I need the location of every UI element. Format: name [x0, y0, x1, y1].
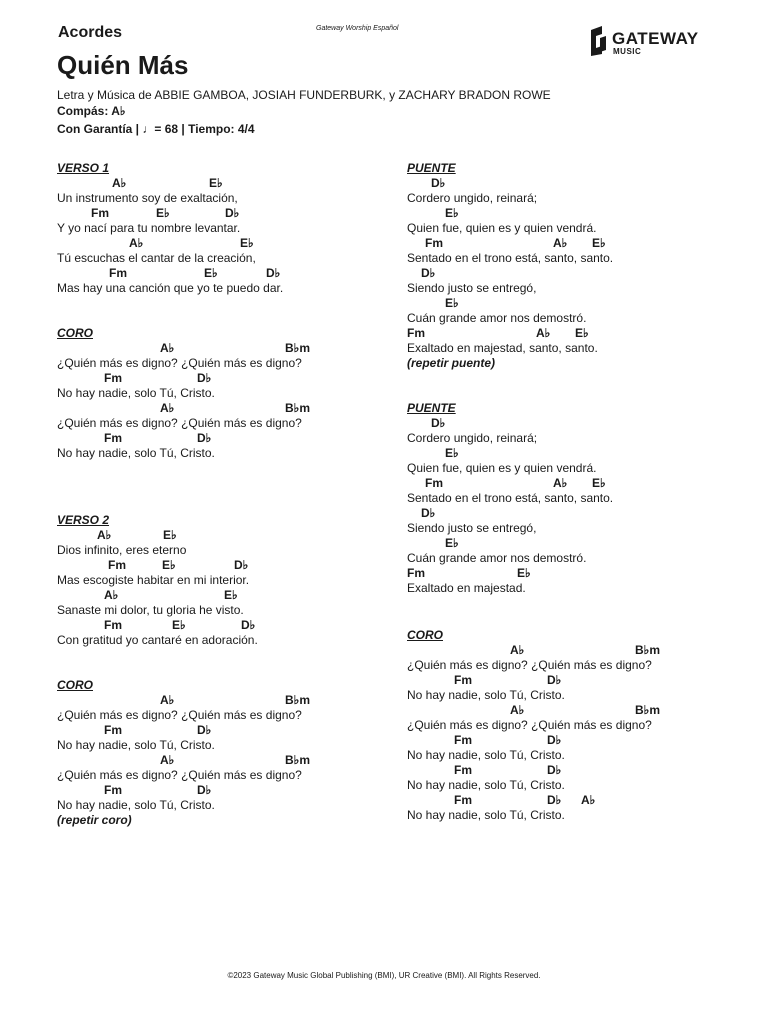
chord: Fm — [104, 783, 122, 797]
chord: A♭ — [553, 236, 568, 250]
copyright-footer: ©2023 Gateway Music Global Publishing (BMI), UR Creative (BMI). All Rights Reserved. — [227, 971, 541, 980]
chord: Fm — [108, 558, 126, 572]
chord: D♭ — [547, 793, 562, 807]
chord: E♭ — [156, 206, 170, 220]
chord-line — [407, 703, 737, 718]
chord: E♭ — [163, 528, 177, 542]
lyric-line: No hay nadie, solo Tú, Cristo. — [57, 738, 215, 752]
chord: D♭ — [266, 266, 281, 280]
chord: D♭ — [197, 371, 212, 385]
lyric-line: No hay nadie, solo Tú, Cristo. — [407, 808, 565, 822]
tempo-label: Con Garantía | ♩= 68 | Tiempo: 4/4 — [57, 122, 255, 136]
chord: E♭ — [445, 536, 459, 550]
chord: E♭ — [224, 588, 238, 602]
gateway-music-logo — [588, 26, 708, 58]
repeat-note: (repetir coro) — [57, 813, 132, 827]
chord: Fm — [454, 793, 472, 807]
chord: D♭ — [421, 266, 436, 280]
chord: A♭ — [510, 643, 525, 657]
chord: D♭ — [431, 416, 446, 430]
chord-line — [407, 793, 737, 808]
chord-line — [407, 673, 737, 688]
section-verso-1 — [57, 161, 387, 296]
chord: Fm — [104, 371, 122, 385]
chord: Fm — [104, 431, 122, 445]
lyric-line: ¿Quién más es digno? ¿Quién más es digno? — [57, 708, 302, 722]
lyric-line: Un instrumento soy de exaltación, — [57, 191, 238, 205]
chord: E♭ — [517, 566, 531, 580]
section-coro — [57, 678, 387, 828]
chord: B♭m — [285, 693, 310, 707]
chord: A♭ — [129, 236, 144, 250]
chord-line — [407, 206, 737, 221]
chord-line — [407, 566, 737, 581]
chord: A♭ — [536, 326, 551, 340]
chord: B♭m — [285, 341, 310, 355]
chord: D♭ — [234, 558, 249, 572]
chord-line — [57, 266, 387, 281]
chord-line — [407, 236, 737, 251]
chord-line — [57, 753, 387, 768]
lyric-line: Dios infinito, eres eterno — [57, 543, 187, 557]
chord-line — [57, 176, 387, 191]
chord: E♭ — [172, 618, 186, 632]
chord-line — [407, 266, 737, 281]
lyric-line: Siendo justo se entregó, — [407, 281, 537, 295]
chord-line — [57, 558, 387, 573]
chord: E♭ — [592, 236, 606, 250]
chord: Fm — [425, 236, 443, 250]
section-title: CORO — [57, 326, 93, 340]
right-column — [407, 161, 737, 823]
chord: D♭ — [431, 176, 446, 190]
chord-line — [57, 618, 387, 633]
chord: D♭ — [547, 733, 562, 747]
chord: A♭ — [553, 476, 568, 490]
section-coro — [57, 326, 387, 461]
chord: Fm — [91, 206, 109, 220]
lyric-line: ¿Quién más es digno? ¿Quién más es digno? — [57, 416, 302, 430]
lyric-line: Y yo nací para tu nombre levantar. — [57, 221, 241, 235]
chord-line — [57, 371, 387, 386]
lyric-line: Mas escogiste habitar en mi interior. — [57, 573, 250, 587]
section-puente — [407, 401, 737, 596]
section-title: CORO — [57, 678, 93, 692]
section-coro — [407, 628, 737, 823]
chord: A♭ — [160, 753, 175, 767]
section-title: CORO — [407, 628, 443, 642]
chord: A♭ — [160, 401, 175, 415]
chord: E♭ — [445, 206, 459, 220]
chord: Fm — [109, 266, 127, 280]
chord: E♭ — [209, 176, 223, 190]
chord: Fm — [407, 566, 425, 580]
chord: A♭ — [104, 588, 119, 602]
chord-line — [57, 431, 387, 446]
chord: E♭ — [162, 558, 176, 572]
lyric-line: Sanaste mi dolor, tu gloria he visto. — [57, 603, 244, 617]
lyric-line: ¿Quién más es digno? ¿Quién más es digno? — [407, 658, 652, 672]
chord-line — [57, 236, 387, 251]
lyric-line: Exaltado en majestad, santo, santo. — [407, 341, 598, 355]
left-column — [57, 161, 387, 828]
chord: E♭ — [240, 236, 254, 250]
lyric-line: No hay nadie, solo Tú, Cristo. — [57, 798, 215, 812]
section-label: Acordes — [58, 24, 123, 41]
chord-line — [57, 588, 387, 603]
chord-line — [407, 733, 737, 748]
section-title: PUENTE — [407, 161, 456, 175]
song-tempo — [57, 122, 255, 137]
lyric-line: Sentado en el trono está, santo, santo. — [407, 491, 614, 505]
lyric-line: Cuán grande amor nos demostró. — [407, 311, 587, 325]
chord: D♭ — [197, 783, 212, 797]
lyric-line: No hay nadie, solo Tú, Cristo. — [407, 778, 565, 792]
chord-line — [407, 763, 737, 778]
song-title: Quién Más — [57, 50, 189, 80]
chord-line — [407, 536, 737, 551]
chord: D♭ — [197, 723, 212, 737]
chord: Fm — [454, 733, 472, 747]
lyric-line: Cordero ungido, reinará; — [407, 431, 538, 445]
lyric-line: Quien fue, quien es y quien vendrá. — [407, 221, 597, 235]
chord: E♭ — [592, 476, 606, 490]
section-title: VERSO 2 — [57, 513, 110, 527]
chord: Fm — [104, 723, 122, 737]
lyric-line: Tú escuchas el cantar de la creación, — [57, 251, 256, 265]
chord: D♭ — [225, 206, 240, 220]
chord: B♭m — [285, 401, 310, 415]
chord: D♭ — [421, 506, 436, 520]
chord-line — [407, 296, 737, 311]
chord-line — [407, 176, 737, 191]
chord: Fm — [454, 763, 472, 777]
lyric-line: No hay nadie, solo Tú, Cristo. — [407, 748, 565, 762]
section-title: VERSO 1 — [57, 161, 110, 175]
chord: A♭ — [112, 176, 127, 190]
lyric-line: Exaltado en majestad. — [407, 581, 526, 595]
chord: D♭ — [241, 618, 256, 632]
chord-line — [407, 416, 737, 431]
lyric-line: No hay nadie, solo Tú, Cristo. — [57, 386, 215, 400]
lyric-line: Quien fue, quien es y quien vendrá. — [407, 461, 597, 475]
chord: A♭ — [97, 528, 112, 542]
chord-line — [57, 783, 387, 798]
chord-line — [57, 528, 387, 543]
chord: Fm — [454, 673, 472, 687]
chord: E♭ — [204, 266, 218, 280]
logo-name: GATEWAY — [612, 29, 699, 48]
chord: A♭ — [160, 693, 175, 707]
chord: A♭ — [510, 703, 525, 717]
lyric-line: Siendo justo se entregó, — [407, 521, 537, 535]
section-title: PUENTE — [407, 401, 456, 415]
lyric-line: Con gratitud yo cantaré en adoración. — [57, 633, 258, 647]
lyric-line: Cordero ungido, reinará; — [407, 191, 538, 205]
lyric-line: ¿Quién más es digno? ¿Quién más es digno? — [57, 768, 302, 782]
repeat-note: (repetir puente) — [407, 356, 496, 370]
chord-line — [57, 723, 387, 738]
chord-line — [407, 326, 737, 341]
publisher-label: Gateway Worship Español — [316, 25, 399, 32]
gateway-logo-icon — [588, 26, 608, 56]
song-credits: Letra y Música de ABBIE GAMBOA, JOSIAH FUNDERBURK, y ZACHARY BRADON ROWE — [57, 88, 551, 102]
chord: E♭ — [575, 326, 589, 340]
chord: E♭ — [445, 296, 459, 310]
chord: B♭m — [635, 703, 660, 717]
chord-line — [57, 401, 387, 416]
section-verso-2 — [57, 513, 387, 648]
chord: D♭ — [547, 763, 562, 777]
lyric-line: No hay nadie, solo Tú, Cristo. — [57, 446, 215, 460]
chord-line — [407, 446, 737, 461]
chord-line — [57, 341, 387, 356]
chord-line — [57, 206, 387, 221]
lyric-line: Mas hay una canción que yo te puedo dar. — [57, 281, 284, 295]
chord: A♭ — [581, 793, 596, 807]
chord: Fm — [425, 476, 443, 490]
song-key — [57, 104, 126, 119]
chord-line — [57, 693, 387, 708]
chord: E♭ — [445, 446, 459, 460]
chord-line — [407, 643, 737, 658]
lyric-line: No hay nadie, solo Tú, Cristo. — [407, 688, 565, 702]
lyric-line: ¿Quién más es digno? ¿Quién más es digno? — [57, 356, 302, 370]
lyric-line: ¿Quién más es digno? ¿Quién más es digno? — [407, 718, 652, 732]
chord-line — [407, 476, 737, 491]
key-label: Compás: A♭ — [57, 104, 126, 118]
section-puente — [407, 161, 737, 371]
chord: D♭ — [547, 673, 562, 687]
chord: B♭m — [285, 753, 310, 767]
chord: Fm — [407, 326, 425, 340]
chord: Fm — [104, 618, 122, 632]
chord: D♭ — [197, 431, 212, 445]
chord: A♭ — [160, 341, 175, 355]
logo-subtitle: MUSIC — [613, 47, 642, 56]
chord-line — [407, 506, 737, 521]
chord: B♭m — [635, 643, 660, 657]
lyric-line: Cuán grande amor nos demostró. — [407, 551, 587, 565]
lyric-line: Sentado en el trono está, santo, santo. — [407, 251, 614, 265]
